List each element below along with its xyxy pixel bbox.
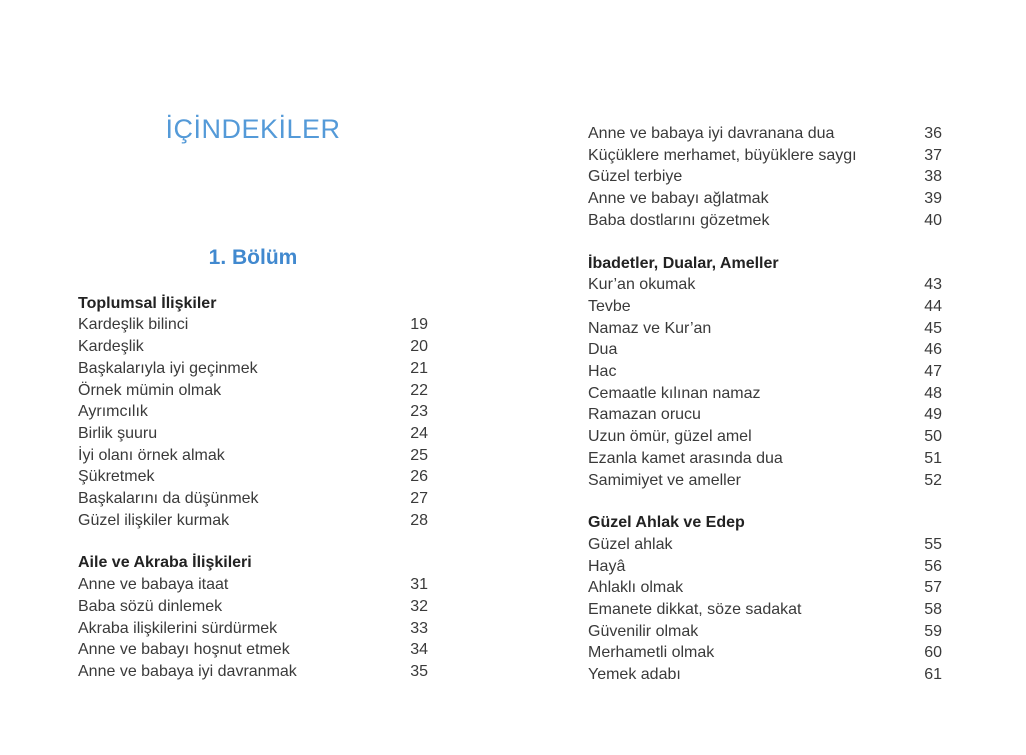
- toc-entry: [588, 642, 942, 664]
- toc-left-column: [78, 0, 428, 683]
- toc-entry-title: Küçüklere merhamet, büyüklere saygı: [588, 146, 857, 164]
- toc-entry: [588, 664, 942, 686]
- toc-entry-title: Yemek adabı: [588, 666, 681, 684]
- toc-entry-page-number: 21: [410, 359, 428, 377]
- toc-entry: [78, 401, 428, 423]
- toc-entry: [588, 318, 942, 340]
- toc-entry: [78, 574, 428, 596]
- toc-section: [588, 123, 942, 232]
- toc-entry-title: Ahlaklı olmak: [588, 579, 684, 597]
- toc-entry: [588, 621, 942, 643]
- toc-entry: [588, 577, 942, 599]
- toc-entry-title: Güzel ahlak: [588, 535, 673, 553]
- toc-entry-page-number: 37: [924, 146, 942, 164]
- toc-entry: [78, 466, 428, 488]
- toc-entry-title: Dua: [588, 341, 618, 359]
- toc-entry-page-number: 22: [410, 381, 428, 399]
- toc-entry: [588, 426, 942, 448]
- toc-entry-page-number: 19: [410, 316, 428, 334]
- toc-entry-title: Örnek mümin olmak: [78, 381, 222, 399]
- toc-sections-left: [78, 293, 428, 683]
- toc-entry: [588, 383, 942, 405]
- toc-entry-title: Anne ve babaya itaat: [78, 576, 229, 594]
- toc-section-heading: Güzel Ahlak ve Edep: [588, 514, 745, 532]
- toc-entry-title: Ezanla kamet arasında dua: [588, 449, 783, 467]
- toc-entry-title: Kur’an okumak: [588, 276, 696, 294]
- toc-entry: [588, 448, 942, 470]
- chapter-heading: 1. Bölüm: [208, 246, 298, 270]
- toc-entry-title: Başkalarını da düşünmek: [78, 490, 259, 508]
- toc-entry-page-number: 45: [924, 319, 942, 337]
- toc-entry: [78, 314, 428, 336]
- toc-entry: [78, 618, 428, 640]
- toc-entry-title: Baba sözü dinlemek: [78, 597, 223, 615]
- toc-entry-title: Samimiyet ve ameller: [588, 471, 741, 489]
- toc-entry-page-number: 35: [410, 662, 428, 680]
- toc-entry: [588, 296, 942, 318]
- toc-entry-page-number: 48: [924, 384, 942, 402]
- toc-section-heading: Toplumsal İlişkiler: [78, 294, 217, 312]
- toc-entry-title: İyi olanı örnek almak: [78, 446, 225, 464]
- toc-entry-page-number: 49: [924, 406, 942, 424]
- toc-entry-page-number: 25: [410, 446, 428, 464]
- toc-entry-title: Uzun ömür, güzel amel: [588, 428, 752, 446]
- toc-entry-title: Şükretmek: [78, 468, 155, 486]
- toc-entry-title: Güzel ilişkiler kurmak: [78, 511, 230, 529]
- toc-entry-title: Emanete dikkat, söze sadakat: [588, 601, 802, 619]
- toc-entry-page-number: 28: [410, 511, 428, 529]
- toc-entry-title: Birlik şuuru: [78, 424, 158, 442]
- toc-entry-page-number: 57: [924, 579, 942, 597]
- toc-entry-page-number: 31: [410, 576, 428, 594]
- toc-entry-title: Anne ve babaya iyi davranana dua: [588, 125, 835, 142]
- toc-entry: [588, 470, 942, 492]
- toc-entry: [78, 510, 428, 532]
- toc-entry-title: Akraba ilişkilerini sürdürmek: [78, 619, 278, 637]
- toc-entry-page-number: 47: [924, 363, 942, 381]
- toc-entry-title: Cemaatle kılınan namaz: [588, 384, 761, 402]
- toc-entry-page-number: 44: [924, 297, 942, 315]
- toc-entry: [78, 639, 428, 661]
- toc-entry-title: Kardeşlik: [78, 338, 144, 356]
- toc-entry-title: Hac: [588, 363, 617, 381]
- toc-entry-page-number: 34: [410, 641, 428, 659]
- toc-entry: [588, 274, 942, 296]
- toc-entry: [78, 380, 428, 402]
- toc-section-heading: İbadetler, Dualar, Ameller: [588, 254, 779, 272]
- toc-entry: [588, 123, 942, 145]
- toc-entry-title: Namaz ve Kur’an: [588, 319, 712, 337]
- toc-entry: [78, 423, 428, 445]
- toc-entry-page-number: 51: [924, 449, 942, 467]
- toc-entry-page-number: 52: [924, 471, 942, 489]
- toc-entry: [588, 534, 942, 556]
- toc-entry: [588, 188, 942, 210]
- toc-entry-title: Güvenilir olmak: [588, 622, 699, 640]
- toc-entry: [588, 210, 942, 232]
- toc-entry: [588, 404, 942, 426]
- toc-entry: [588, 556, 942, 578]
- toc-entry-page-number: 58: [924, 601, 942, 619]
- toc-entry-title: Tevbe: [588, 297, 631, 315]
- toc-entry-page-number: 60: [924, 644, 942, 662]
- toc-entry-page-number: 24: [410, 424, 428, 442]
- toc-entry: [588, 166, 942, 188]
- toc-entry-page-number: 23: [410, 403, 428, 421]
- toc-section: [78, 552, 428, 682]
- toc-entry-page-number: 27: [410, 490, 428, 508]
- toc-section-heading: Aile ve Akraba İlişkileri: [78, 554, 252, 572]
- toc-entry-page-number: 32: [410, 597, 428, 615]
- page-title: İÇİNDEKİLER: [165, 114, 341, 144]
- toc-entry: [78, 336, 428, 358]
- toc-entry-page-number: 20: [410, 338, 428, 356]
- toc-entry-page-number: 46: [924, 341, 942, 359]
- toc-entry-page-number: 50: [924, 428, 942, 446]
- toc-entry-page-number: 36: [924, 125, 942, 142]
- toc-section: [78, 293, 428, 532]
- toc-entry: [78, 445, 428, 467]
- toc-entry: [78, 596, 428, 618]
- toc-entry-title: Kardeşlik bilinci: [78, 316, 189, 334]
- toc-entry-page-number: 43: [924, 276, 942, 294]
- toc-entry: [78, 488, 428, 510]
- toc-entry-title: Anne ve babayı hoşnut etmek: [78, 641, 290, 659]
- toc-entry-page-number: 26: [410, 468, 428, 486]
- toc-entry-title: Güzel terbiye: [588, 168, 683, 186]
- toc-entry-page-number: 55: [924, 535, 942, 553]
- toc-entry-page-number: 39: [924, 190, 942, 208]
- toc-entry-title: Baba dostlarını gözetmek: [588, 211, 770, 229]
- toc-section: [588, 512, 942, 686]
- toc-entry-page-number: 40: [924, 211, 942, 229]
- toc-entry-title: Merhametli olmak: [588, 644, 715, 662]
- toc-entry-title: Hayâ: [588, 557, 626, 575]
- toc-entry-page-number: 61: [924, 666, 942, 684]
- toc-entry: [78, 358, 428, 380]
- toc-entry-page-number: 56: [924, 557, 942, 575]
- toc-entry: [588, 339, 942, 361]
- toc-entry-title: Anne ve babayı ağlatmak: [588, 190, 769, 208]
- toc-entry: [588, 599, 942, 621]
- toc-entry-title: Anne ve babaya iyi davranmak: [78, 662, 297, 680]
- toc-entry-page-number: 38: [924, 168, 942, 186]
- toc-entry-page-number: 33: [410, 619, 428, 637]
- toc-entry-title: Ayrımcılık: [78, 403, 148, 421]
- toc-entry: [588, 361, 942, 383]
- toc-entry-title: Ramazan orucu: [588, 406, 701, 424]
- toc-entry: [78, 661, 428, 683]
- toc-entry-page-number: 59: [924, 622, 942, 640]
- toc-entry: [588, 145, 942, 167]
- toc-entry-title: Başkalarıyla iyi geçinmek: [78, 359, 258, 377]
- toc-sections-right: [588, 123, 942, 686]
- toc-section: [588, 253, 942, 492]
- toc-right-column: [588, 0, 942, 686]
